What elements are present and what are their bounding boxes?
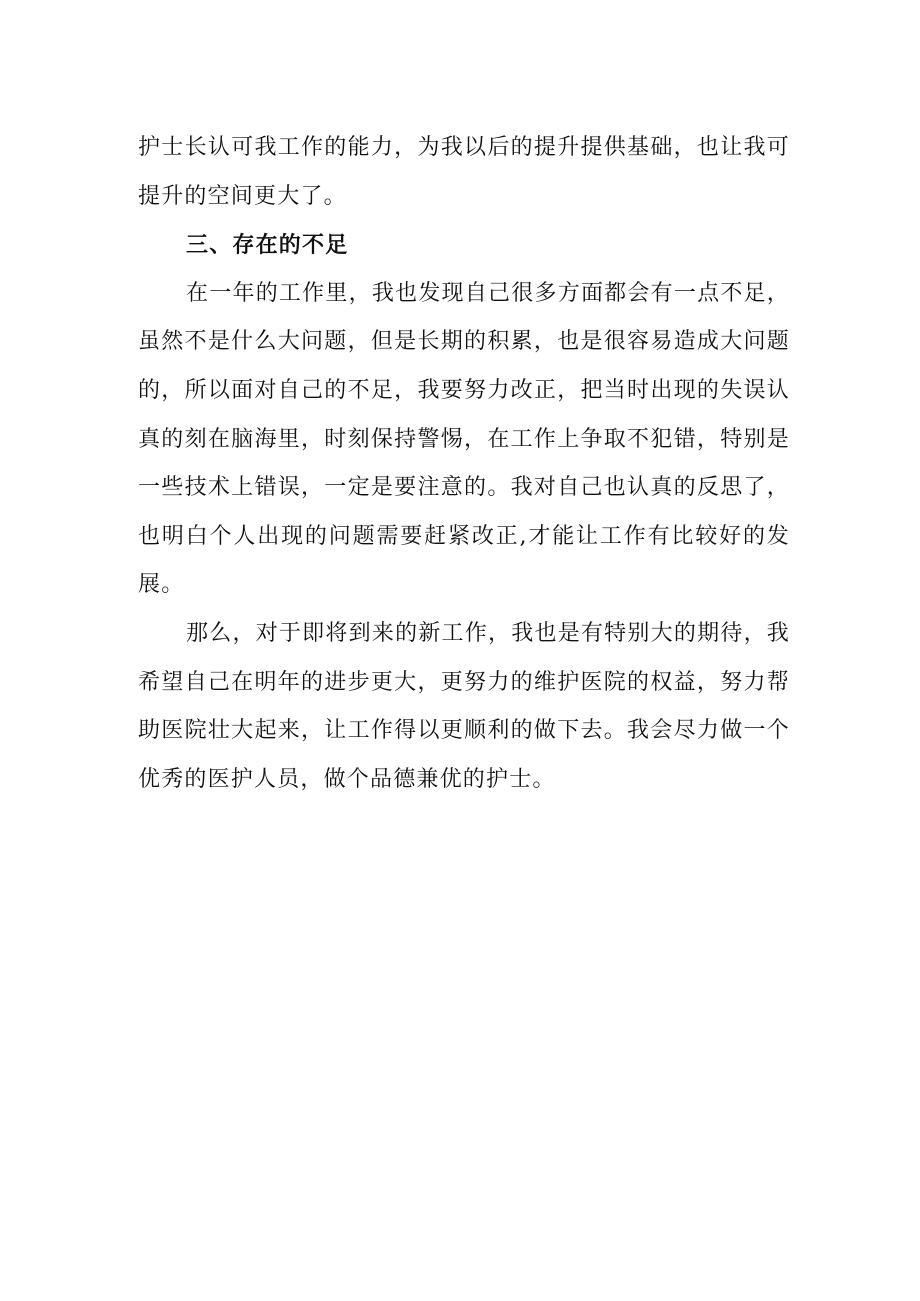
paragraph-expectations: 那么，对于即将到来的新工作，我也是有特别大的期待，我希望自己在明年的进步更大，更努力的维护医院的权益，努力帮助医院壮大起来，让工作得以更顺利的做下去。我会尽力做一个优秀的医护人员，做个品德兼优的护士。 xyxy=(138,620,790,792)
paragraph-continuation: 护士长认可我工作的能力，为我以后的提升提供基础，也让我可提升的空间更大了。 xyxy=(138,135,790,209)
paragraph-shortcomings: 在一年的工作里，我也发现自己很多方面都会有一点不足，虽然不是什么大问题，但是长期的积累，也是很容易造成大问题的，所以面对自己的不足，我要努力改正，把当时出现的失误认真的刻在脑海里，时刻保持警惕，在工作上争取不犯错，特别是一些技术上错误，一定是要注意的。我对自己也认真的反思了，也明白个人出现的问题需要赶紧改正,才能让工作有比较好的发展。 xyxy=(138,280,790,598)
section-heading: 三、存在的不足 xyxy=(186,232,349,259)
document-body xyxy=(138,124,790,804)
